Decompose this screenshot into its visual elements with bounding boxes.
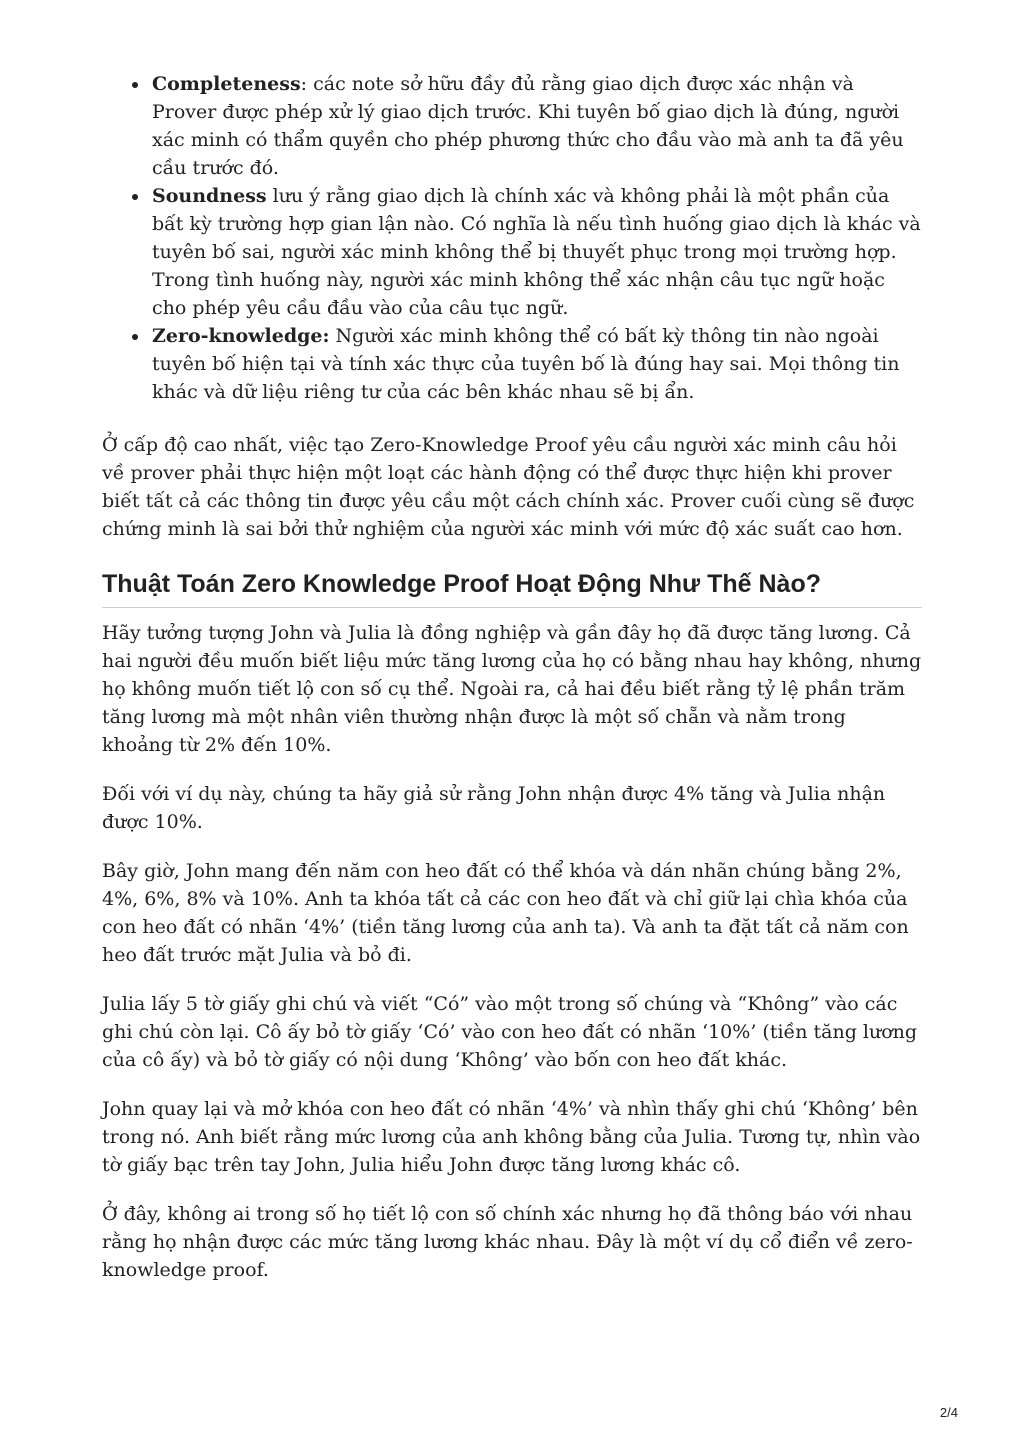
term-zero-knowledge: Zero-knowledge: [152,325,330,347]
zero-knowledge-description: Người xác minh không thể có bất kỳ thông tin nào ngoài tuyên bố hiện tại và tính xác thực của tuyên bố là đúng hay sai. Mọi thông tin khác và dữ liệu riêng tư của các bên khác nhau sẽ bị ẩn. [152,325,900,403]
soundness-description: lưu ý rằng giao dịch là chính xác và không phải là một phần của bất kỳ trường hợp gian lận nào. Có nghĩa là nếu tình huống giao dịch là khác và tuyên bố sai, người xác minh không thể bị thuyết phục trong mọi trường hợp. Trong tình huống này, người xác minh không thể xác nhận câu tục ngữ hoặc cho phép yêu cầu đầu vào của câu tục ngữ. [152,185,921,319]
paragraph-unlock: John quay lại và mở khóa con heo đất có nhãn ‘4%’ và nhìn thấy ghi chú ‘Không’ bên trong nó. Anh biết rằng mức lương của anh không bằng của Julia. Tương tự, nhìn vào tờ giấy bạc trên tay John, Julia hiểu John được tăng lương khác cô. [102,1098,921,1176]
list-item-soundness [152,182,922,322]
zkp-properties-list [102,70,922,406]
paragraph-colleagues: Hãy tưởng tượng John và Julia là đồng nghiệp và gần đây họ đã được tăng lương. Cả hai người đều muốn biết liệu mức tăng lương của họ có bằng nhau hay không, nhưng họ không muốn tiết lộ con số cụ thể. Ngoài ra, cả hai đều biết rằng tỷ lệ phần trăm tăng lương mà một nhân viên thường nhận được là một số chẵn và nằm trong khoảng từ 2% đến 10%. [102,622,922,756]
list-item-completeness [152,70,922,182]
paragraph-piggy-banks: Bây giờ, John mang đến năm con heo đất có thể khóa và dán nhãn chúng bằng 2%, 4%, 6%, 8% và 10%. Anh ta khóa tất cả các con heo đất và chỉ giữ lại chìa khóa của con heo đất có nhãn ‘4%’ (tiền tăng lương của anh ta). Và anh ta đặt tất cả năm con heo đất trước mặt Julia và bỏ đi. [102,860,909,966]
paragraph-conclusion: Ở đây, không ai trong số họ tiết lộ con số chính xác nhưng họ đã thông báo với nhau rằng họ nhận được các mức tăng lương khác nhau. Đây là một ví dụ cổ điển về zero-knowledge proof. [102,1203,913,1281]
page-number: 2/4 [939,1405,958,1420]
list-item-zero-knowledge [152,322,922,406]
term-completeness: Completeness [152,73,301,95]
paragraph-example: Đối với ví dụ này, chúng ta hãy giả sử rằng John nhận được 4% tăng và Julia nhận được 10%. [102,783,886,833]
intro-paragraph: Ở cấp độ cao nhất, việc tạo Zero-Knowledge Proof yêu cầu người xác minh câu hỏi về prover phải thực hiện một loạt các hành động có thể được thực hiện khi prover biết tất cả các thông tin được yêu cầu một cách chính xác. Prover cuối cùng sẽ được chứng minh là sai bởi thử nghiệm của người xác minh với mức độ xác suất cao hơn. [102,434,915,540]
document-page [102,70,922,1284]
term-soundness: Soundness [152,185,267,207]
paragraph-notes: Julia lấy 5 tờ giấy ghi chú và viết “Có” vào một trong số chúng và “Không” vào các ghi chú còn lại. Cô ấy bỏ tờ giấy ‘Có’ vào con heo đất có nhãn ‘10%’ (tiền tăng lương của cô ấy) và bỏ tờ giấy có nội dung ‘Không’ vào bốn con heo đất khác. [102,993,918,1071]
completeness-description: : các note sở hữu đầy đủ rằng giao dịch được xác nhận và Prover được phép xử lý giao dịch trước. Khi tuyên bố giao dịch là đúng, người xác minh có thẩm quyền cho phép phương thức cho đầu vào mà anh ta đã yêu cầu trước đó. [152,73,904,179]
section-heading: Thuật Toán Zero Knowledge Proof Hoạt Động Như Thế Nào? [102,568,922,608]
